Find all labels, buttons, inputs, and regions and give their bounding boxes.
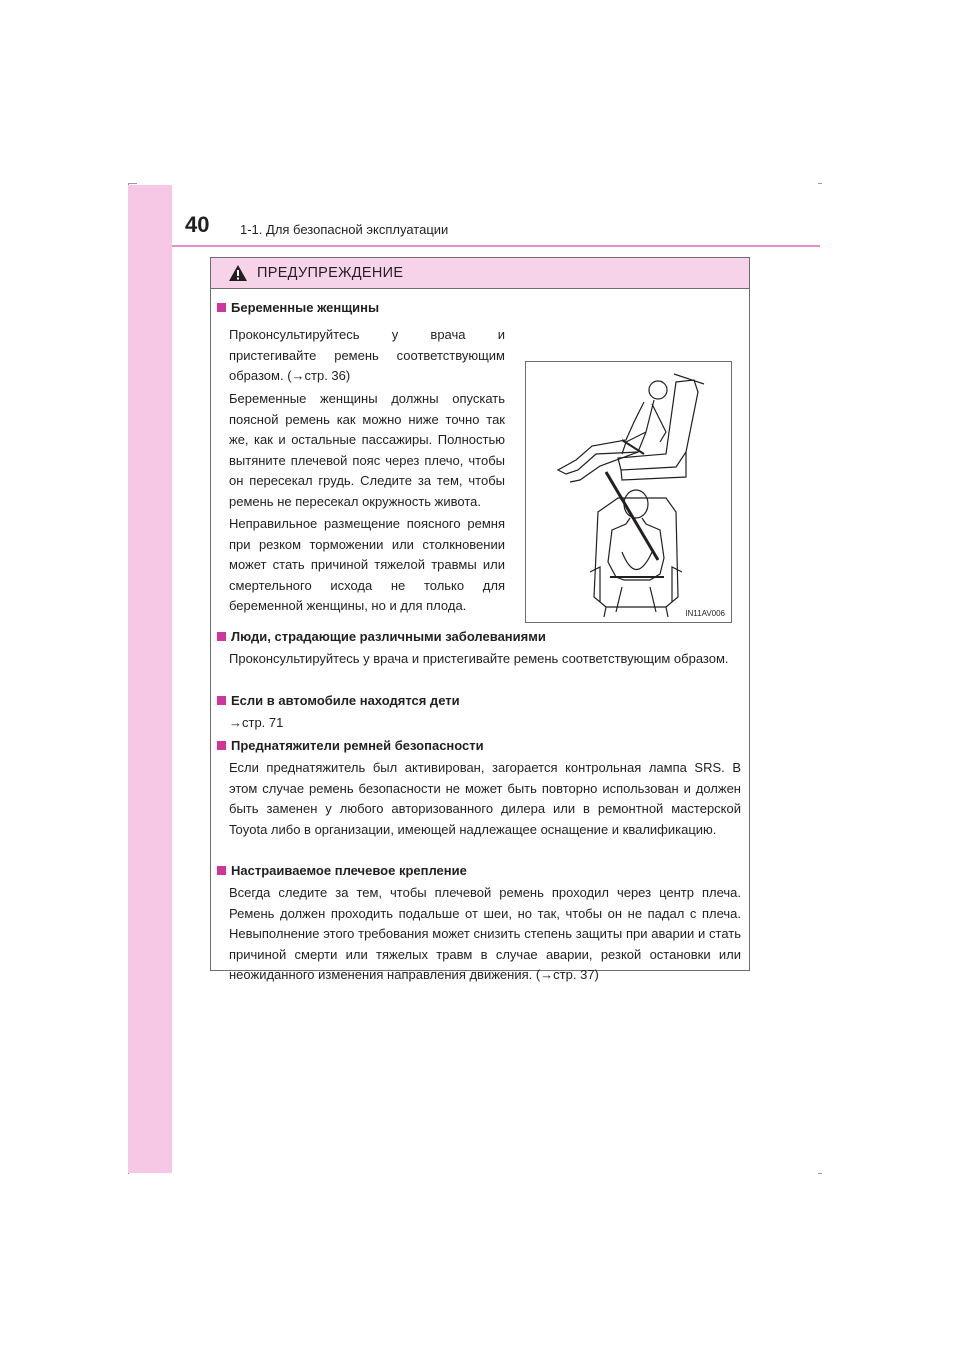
warning-header bbox=[211, 258, 749, 289]
bullet-square-icon bbox=[217, 866, 226, 875]
paragraph: Проконсультируйтесь у врача и пристегивайте ремень соответствующим образом. (→стр. 36) bbox=[229, 327, 505, 383]
section-heading: Если в автомобиле находятся дети bbox=[217, 693, 460, 709]
paragraph: Неправильное размещение поясного ремня при резком торможении или столкновении может стать причиной тяжелой травмы или смертельного исхода не только для беременной женщины, но и для плода. bbox=[229, 516, 505, 613]
side-tab bbox=[128, 185, 172, 1173]
paragraph: Проконсультируйтесь у врача и пристегивайте ремень соответствующим образом. bbox=[229, 651, 729, 666]
paragraph: →стр. 71 bbox=[229, 715, 284, 730]
page-number: 40 bbox=[185, 212, 210, 237]
paragraph: Беременные женщины должны опускать поясной ремень как можно ниже точно так же, как и остальные пассажиры. Полностью вытяните плечевой пояс через плечо, чтобы он пересекал грудь. Следите за тем, чтобы ремень не пересекал окружность живота. bbox=[229, 391, 505, 509]
section-heading: Преднатяжители ремней безопасности bbox=[217, 738, 484, 754]
bullet-square-icon bbox=[217, 696, 226, 705]
paragraph: Всегда следите за тем, чтобы плечевой ремень проходил через центр плеча. Ремень должен проходить подальше от шеи, но так, чтобы он не падал с плеча. Невыполнение этого требования может снизить степень защиты при аварии и стать причиной смерти или тяжелых травм в случае аварии, резкой остановки или неожиданного изменения направления движения. (→стр. 37) bbox=[229, 885, 741, 982]
illustration-drawing bbox=[526, 362, 731, 622]
section-heading: Настраиваемое плечевое крепление bbox=[217, 863, 467, 879]
warning-triangle-icon bbox=[228, 264, 248, 282]
section-heading: Беременные женщины bbox=[217, 300, 379, 316]
bullet-square-icon bbox=[217, 632, 226, 641]
section-title: 1-1. Для безопасной эксплуатации bbox=[240, 222, 449, 237]
bullet-square-icon bbox=[217, 303, 226, 312]
bullet-square-icon bbox=[217, 741, 226, 750]
header-rule bbox=[172, 245, 820, 247]
crop-mark bbox=[818, 183, 822, 184]
crop-mark bbox=[128, 183, 137, 184]
pregnant-seatbelt-illustration bbox=[525, 361, 732, 623]
warning-title: ПРЕДУПРЕЖДЕНИЕ bbox=[257, 265, 404, 281]
illustration-code: IN11AV006 bbox=[685, 609, 725, 618]
warning-box bbox=[210, 257, 750, 982]
paragraph: Если преднатяжитель был активирован, загорается контрольная лампа SRS. В этом случае ремень безопасности не может быть повторно использован и должен быть заменен у любого авторизованного дилера или в ремонтной мастерской Toyota либо в организации, имеющей надлежащее оснащение и квалификацию. bbox=[229, 760, 741, 837]
crop-mark bbox=[818, 1173, 822, 1174]
section-heading: Люди, страдающие различными заболеваниями bbox=[217, 629, 546, 645]
